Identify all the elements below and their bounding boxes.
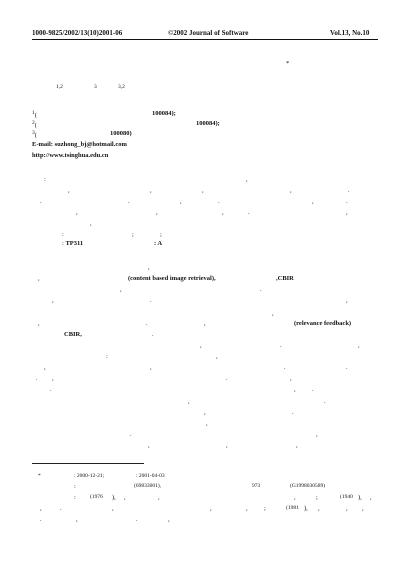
body-punct: :: [106, 353, 108, 360]
journal-name-header: ©2002 Journal of Software: [168, 29, 249, 37]
body-punct: .: [36, 375, 38, 382]
body-punct: ,: [38, 275, 40, 282]
journal-issn-header: 1000-9825/2002/13(10)2001-06: [32, 29, 123, 37]
footnote-punct: .: [136, 516, 138, 523]
abstract-punct: ,: [180, 198, 182, 205]
footnote-punct: .: [60, 505, 62, 512]
footnote-punct: ),: [304, 505, 308, 512]
abstract-punct: ,: [156, 209, 158, 216]
body-punct: ,: [148, 442, 150, 449]
footnote-punct: ,: [112, 505, 114, 512]
title-footnote-mark: *: [286, 60, 290, 67]
volume-header: Vol.13, No.10: [330, 29, 370, 37]
footnote-punct: ,: [124, 494, 126, 501]
keywords-punct: ;: [132, 231, 134, 238]
abstract-punct: ,: [202, 187, 204, 194]
grant-number-2: (G1998030589): [290, 483, 326, 489]
affiliation-3-postcode: 100080): [110, 130, 132, 137]
body-punct: ,: [290, 375, 292, 382]
body-punct: ,: [204, 320, 206, 327]
body-punct: ,: [44, 364, 46, 371]
body-punct: ,: [296, 442, 298, 449]
body-punct: ,: [204, 409, 206, 416]
body-punct: .: [312, 386, 314, 393]
abstract-punct: ,: [76, 209, 78, 216]
body-punct: .: [130, 431, 132, 438]
abstract-punct: ,: [312, 198, 314, 205]
author-birth-year-3: (1981: [286, 505, 299, 511]
body-punct: ,: [52, 297, 54, 304]
footnote-punct: ,: [318, 505, 320, 512]
body-punct: ,: [294, 386, 296, 393]
footnote-punct: ,: [76, 516, 78, 523]
cbir-phrase: (content based image retrieval),: [128, 275, 216, 282]
cbir-abbrev: ,CBIR: [276, 275, 294, 282]
author-email: E-mail: suzhong_bj@hotmail.com: [32, 141, 127, 148]
footnote-punct: ,: [158, 494, 160, 501]
body-punct: .: [146, 320, 148, 327]
body-punct: ,: [346, 297, 348, 304]
relevance-feedback-phrase: (relevance feedback): [294, 320, 352, 327]
abstract-punct: :: [44, 176, 46, 183]
author-3-superscript: 3,2: [118, 84, 125, 90]
footnote-punct: ,: [168, 516, 170, 523]
body-punct: .: [324, 398, 326, 405]
author-2-superscript: 3: [94, 84, 97, 90]
body-punct: ,: [52, 375, 54, 382]
affiliation-1-postcode: 100084);: [152, 110, 176, 117]
abstract-punct: ,: [222, 209, 224, 216]
body-punct: ,: [226, 442, 228, 449]
abstract-punct: .: [40, 198, 42, 205]
footnote-punct: ;: [316, 494, 318, 501]
footnote-rule: [32, 463, 144, 464]
abstract-punct: .: [248, 209, 250, 216]
institution-url: http://www.tsinghua.edu.cn: [32, 152, 109, 159]
body-punct: .: [346, 364, 348, 371]
author-birth-year-2: (1940: [340, 494, 353, 500]
footnote-punct: :: [74, 483, 76, 490]
abstract-punct: ,: [90, 220, 92, 227]
body-punct: ,: [38, 320, 40, 327]
body-punct: .: [226, 375, 228, 382]
keywords-punct: ;: [160, 231, 162, 238]
footnote-punct: ,: [370, 494, 372, 501]
body-punct: .: [260, 286, 262, 293]
footnote-punct: ,: [246, 505, 248, 512]
body-punct: ,: [316, 431, 318, 438]
abstract-punct: .: [128, 198, 130, 205]
body-punct: .: [280, 342, 282, 349]
received-date: : 2000-12-21;: [74, 473, 105, 479]
keywords-punct: :: [62, 231, 64, 238]
footnote-punct: ,: [294, 494, 296, 501]
abstract-punct: ,: [150, 187, 152, 194]
grant-number-1: (69833001),: [134, 483, 162, 489]
footnote-punct: ,: [362, 505, 364, 512]
abstract-punct: ,: [246, 176, 248, 183]
document-code: : A: [154, 240, 163, 247]
body-punct: ,: [120, 286, 122, 293]
body-punct: .: [292, 409, 294, 416]
footnote-punct: ,: [210, 505, 212, 512]
grant-973: 973: [252, 483, 261, 489]
footnote-punct: ;: [264, 505, 266, 512]
body-punct: .: [152, 331, 154, 338]
author-1-superscript: 1,2: [56, 84, 63, 90]
body-punct: ,: [216, 353, 218, 360]
author-birth-year-1: (1976: [90, 494, 103, 500]
footnote-mark: *: [38, 473, 41, 479]
footnote-punct: ),: [112, 494, 116, 501]
body-punct: ,: [272, 310, 274, 317]
abstract-punct: .: [346, 198, 348, 205]
accepted-date: : 2001-04-03: [136, 473, 165, 479]
abstract-punct: ,: [68, 187, 70, 194]
body-punct: ,: [200, 342, 202, 349]
footnote-punct: ,: [40, 505, 42, 512]
abstract-punct: ,: [346, 209, 348, 216]
footnote-punct: ),: [358, 494, 362, 501]
body-punct: ,: [148, 264, 150, 271]
affiliation-2-postcode: 100084);: [196, 120, 220, 127]
affiliation-1: $^1$(: [32, 110, 37, 120]
affiliation-3: $^3$(: [32, 130, 37, 140]
body-punct: ,: [206, 420, 208, 427]
body-punct: ,: [188, 398, 190, 405]
affiliation-2: $^2$(: [32, 120, 37, 130]
abstract-punct: .: [218, 198, 220, 205]
header-rule: [32, 39, 378, 40]
abstract-punct: .: [348, 187, 350, 194]
body-punct: .: [284, 364, 286, 371]
abstract-punct: ,: [290, 187, 292, 194]
body-punct: ,: [358, 342, 360, 349]
footnote-punct: :: [74, 494, 76, 501]
cbir-mention: CBIR,: [64, 331, 82, 338]
footnote-punct: ,: [346, 505, 348, 512]
body-punct: .: [50, 386, 52, 393]
body-punct: ,: [150, 364, 152, 371]
footnote-punct: .: [40, 516, 42, 523]
clc-number: : TP311: [62, 240, 84, 247]
body-punct: .: [150, 297, 152, 304]
